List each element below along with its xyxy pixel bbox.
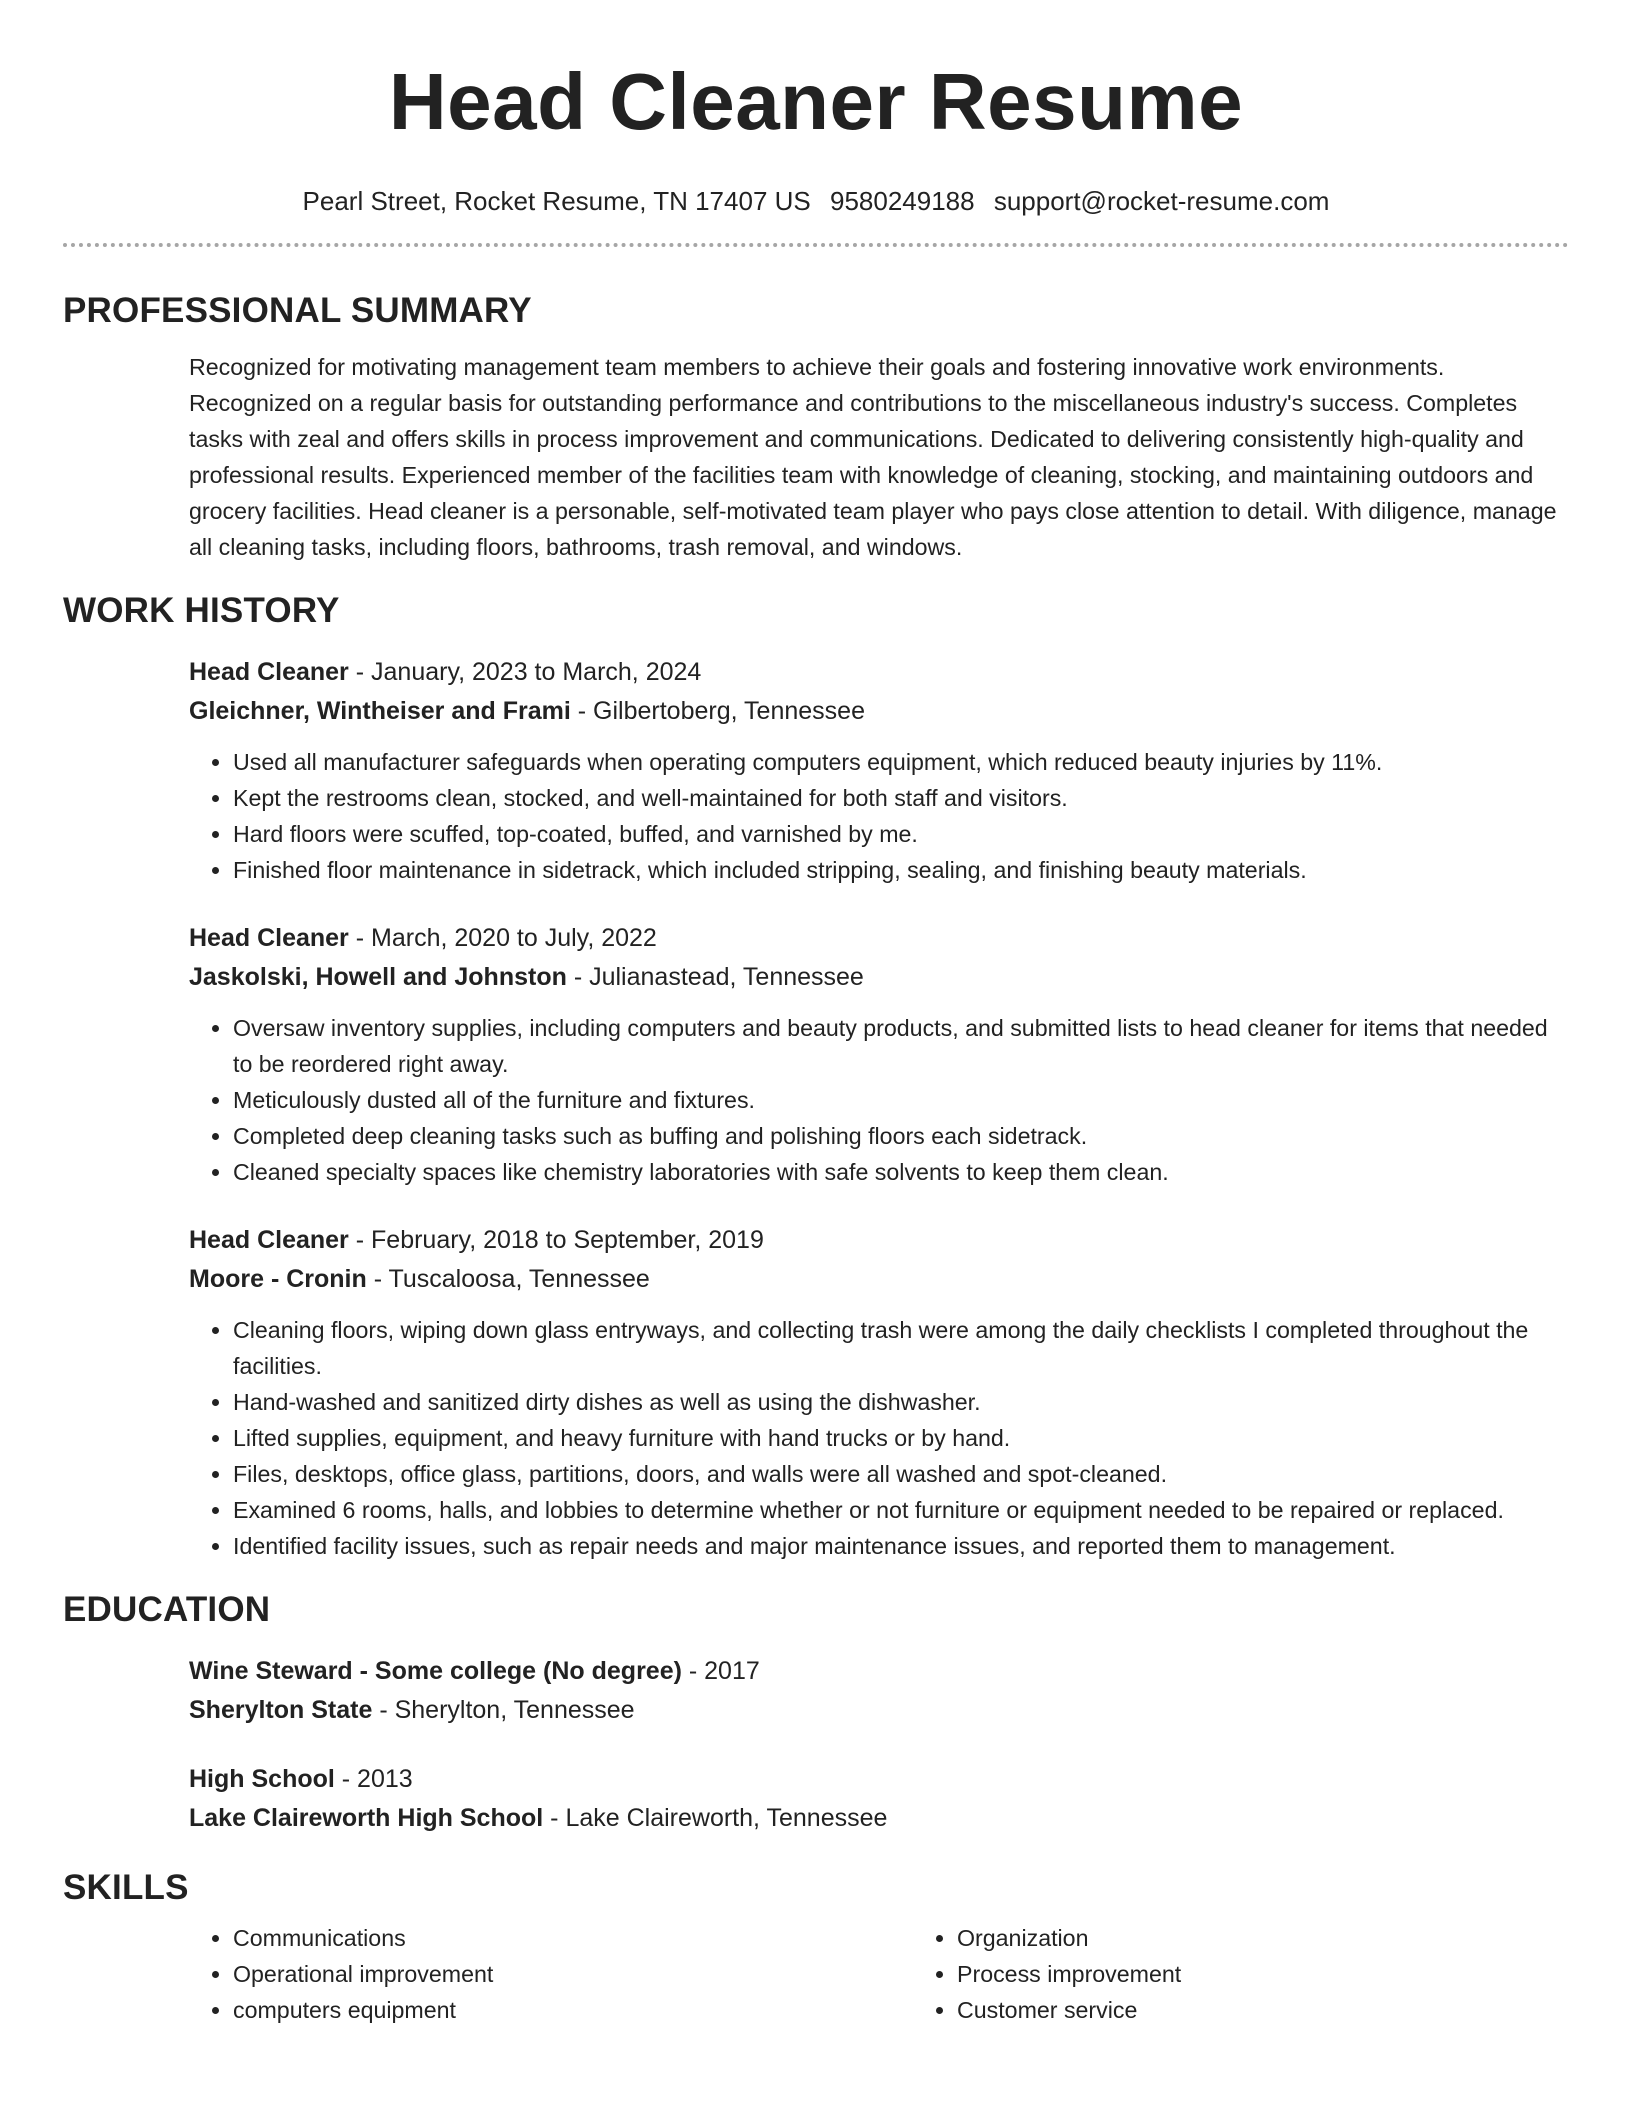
skill-item: • Communications — [233, 1920, 913, 1956]
contact-address: Pearl Street, Rocket Resume, TN 17407 US — [302, 186, 811, 216]
job-entry — [189, 919, 1569, 1190]
list-item: • Cleaning floors, wiping down glass entryways, and collecting trash were among the daily checklists I completed throughout the facilities. — [233, 1312, 1569, 1384]
job-company-line — [189, 1260, 1569, 1299]
list-item: • Identified facility issues, such as repair needs and major maintenance issues, and reported them to management. — [233, 1528, 1569, 1564]
job-company: Gleichner, Wintheiser and Frami — [189, 697, 571, 725]
job-bullets — [189, 744, 1569, 888]
education-year: - 2013 — [334, 1765, 413, 1793]
education-degree: Wine Steward - Some college (No degree) — [189, 1657, 682, 1685]
job-company-line — [189, 958, 1569, 997]
job-title-line — [189, 653, 1569, 692]
job-title-line — [189, 919, 1569, 958]
job-location: - Gilbertoberg, Tennessee — [570, 697, 865, 725]
job-dates: - February, 2018 to September, 2019 — [348, 1226, 764, 1254]
header-divider — [63, 243, 1569, 247]
contact-line — [63, 186, 1569, 217]
list-item: • Files, desktops, office glass, partitions, doors, and walls were all washed and spot-cleaned. — [233, 1456, 1569, 1492]
education-school: Sherylton State — [189, 1696, 373, 1724]
job-location: - Tuscaloosa, Tennessee — [366, 1265, 650, 1293]
list-item: • Used all manufacturer safeguards when operating computers equipment, which reduced beauty injuries by 11%. — [233, 744, 1569, 780]
education-school-line — [189, 1799, 1569, 1838]
education-degree-line — [189, 1760, 1569, 1799]
education-degree: High School — [189, 1765, 335, 1793]
skills-heading: SKILLS — [63, 1868, 189, 1907]
list-item: • Finished floor maintenance in sidetrack, which included stripping, sealing, and finishing beauty materials. — [233, 852, 1569, 888]
work-history-heading: WORK HISTORY — [63, 591, 340, 630]
job-bullets — [189, 1312, 1569, 1564]
list-item: • Cleaned specialty spaces like chemistry laboratories with safe solvents to keep them clean. — [233, 1154, 1569, 1190]
list-item: • Meticulously dusted all of the furniture and fixtures. — [233, 1082, 1569, 1118]
skill-item: • Operational improvement — [233, 1956, 913, 1992]
list-item: • Lifted supplies, equipment, and heavy furniture with hand trucks or by hand. — [233, 1420, 1569, 1456]
job-bullets — [189, 1010, 1569, 1190]
summary-heading: PROFESSIONAL SUMMARY — [63, 291, 532, 330]
education-entry — [189, 1760, 1569, 1838]
skills-column-right — [913, 1920, 1632, 2028]
list-item: • Hand-washed and sanitized dirty dishes as well as using the dishwasher. — [233, 1384, 1569, 1420]
list-item: • Hard floors were scuffed, top-coated, buffed, and varnished by me. — [233, 816, 1569, 852]
job-entry — [189, 1221, 1569, 1564]
resume-title: Head Cleaner Resume — [388, 57, 1244, 146]
skills-column-left — [189, 1920, 913, 2028]
education-school: Lake Claireworth High School — [189, 1804, 544, 1832]
education-degree-line — [189, 1652, 1569, 1691]
skill-item: • Organization — [957, 1920, 1632, 1956]
list-item: • Examined 6 rooms, halls, and lobbies to determine whether or not furniture or equipment needed to be repaired or replaced. — [233, 1492, 1569, 1528]
job-title: Head Cleaner — [189, 1226, 349, 1254]
job-dates: - January, 2023 to March, 2024 — [348, 658, 702, 686]
education-location: - Lake Claireworth, Tennessee — [543, 1804, 888, 1832]
list-item: • Oversaw inventory supplies, including computers and beauty products, and submitted lists to head cleaner for items that needed to be reordered right away. — [233, 1010, 1569, 1082]
education-year: - 2017 — [681, 1657, 760, 1685]
summary-text: Recognized for motivating management team members to achieve their goals and fostering innovative work environments. Recognized on a regular basis for outstanding performance and contributions to the miscellaneous industry's success. Completes tasks with zeal and offers skills in process improvement and communications. Dedicated to delivering consistently high-quality and professional results. Experienced member of the facilities team with knowledge of cleaning, stocking, and maintaining outdoors and grocery facilities. Head cleaner is a personable, self-motivated team player who pays close attention to detail. With diligence, manage all cleaning tasks, including floors, bathrooms, trash removal, and windows. — [189, 354, 1557, 560]
job-entry — [189, 653, 1569, 888]
list-item: • Kept the restrooms clean, stocked, and well-maintained for both staff and visitors. — [233, 780, 1569, 816]
skill-item: • Customer service — [957, 1992, 1632, 2028]
job-title-line — [189, 1221, 1569, 1260]
education-heading: EDUCATION — [63, 1590, 271, 1629]
job-company: Moore - Cronin — [189, 1265, 367, 1293]
contact-email: support@rocket-resume.com — [993, 186, 1330, 216]
job-dates: - March, 2020 to July, 2022 — [348, 924, 657, 952]
skill-item: • Process improvement — [957, 1956, 1632, 1992]
job-title: Head Cleaner — [189, 924, 349, 952]
contact-phone: 9580249188 — [829, 186, 975, 216]
job-location: - Julianastead, Tennessee — [566, 963, 864, 991]
job-title: Head Cleaner — [189, 658, 349, 686]
job-company: Jaskolski, Howell and Johnston — [189, 963, 567, 991]
education-school-line — [189, 1691, 1569, 1730]
skill-item: • computers equipment — [233, 1992, 913, 2028]
education-entry — [189, 1652, 1569, 1730]
list-item: • Completed deep cleaning tasks such as buffing and polishing floors each sidetrack. — [233, 1118, 1569, 1154]
education-location: - Sherylton, Tennessee — [372, 1696, 635, 1724]
skills-grid — [189, 1920, 1569, 2028]
job-company-line — [189, 692, 1569, 731]
